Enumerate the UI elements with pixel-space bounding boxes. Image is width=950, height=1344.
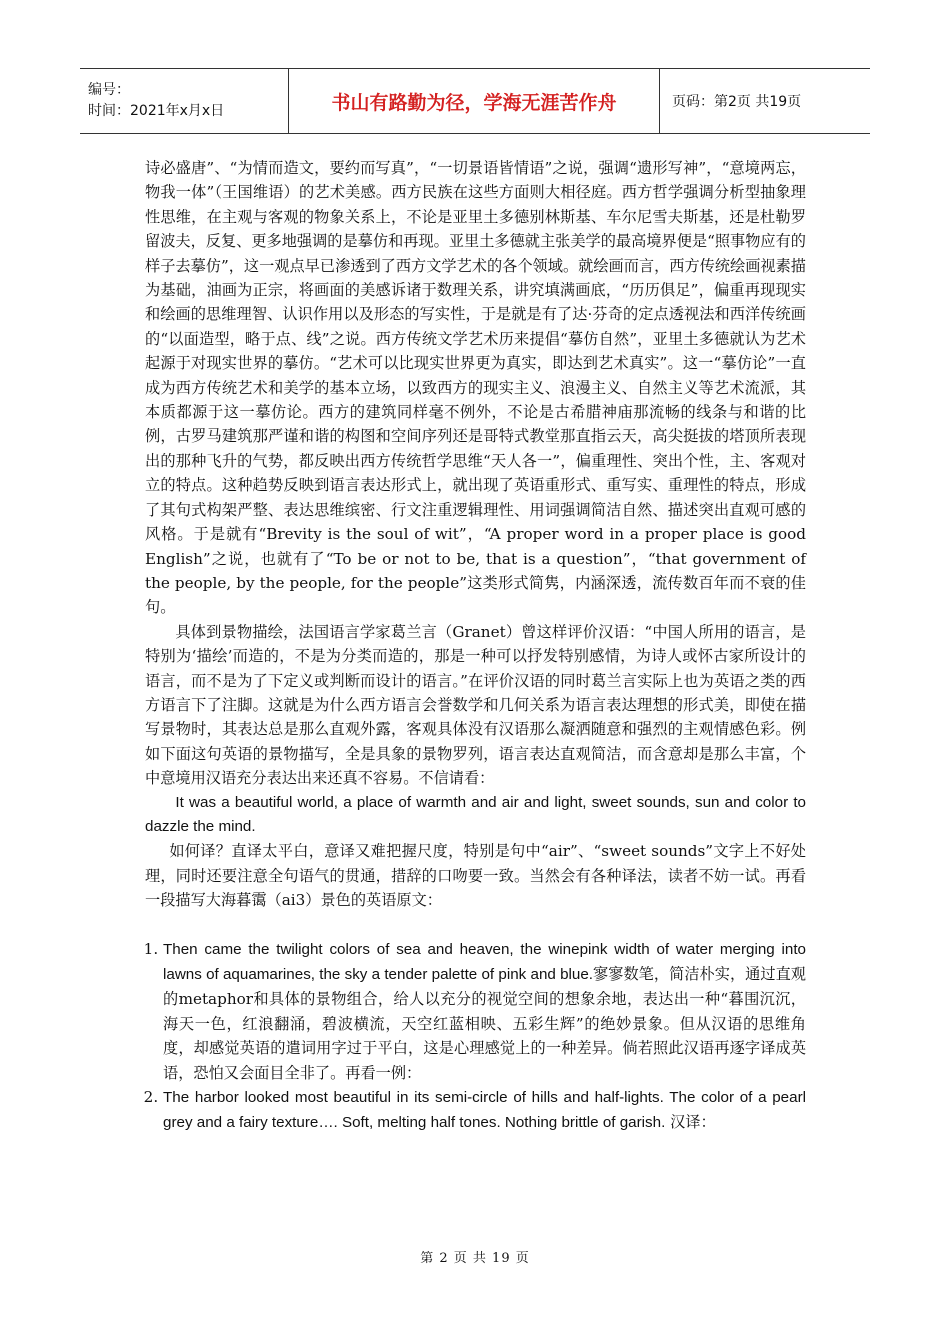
paragraph-4: 如何译？直译太平白，意译又难把握尺度，特别是句中“air”、“sweet sounds”文字上不好处理，同时还要注意全句语气的贯通，措辞的口吻要一致。当然会有各种译法，读者不妨一试。再看一段描写大海暮霭（ai3）景色的英语原文：: [145, 842, 806, 910]
paragraph-1: 诗必盛唐”、“为情而造文，要约而写真”，“一切景语皆情语”之说，强调“遗形写神”，“意境两忘，物我一体”（王国维语）的艺术美感。西方民族在这些方面则大相径庭。西方哲学强调分析型抽象理性思维，在主观与客观的物象关系上，不论是亚里土多德别林斯基、车尔尼雪夫斯基，还是杜勒罗留波夫，反复、更多地强调的是摹仿和再现。亚里土多德就主张美学的最高境界便是“照事物应有的样子去摹仿”，这一观点早已渗透到了西方文学艺术的各个领域。就绘画而言，西方传统绘画视素描为基础，油画为正宗，将画面的美感诉诸于数理关系，讲究填满画底，“历历俱足”，偏重再现现实和绘画的思维理智、认识作用以及形态的写实性，于是就是有了达·芬奇的定点透视法和西洋传统画的“以面造型，略于点、线”之说。西方传统文学艺术历来提倡“摹仿自然”，亚里土多德就认为艺术起源于对现实世界的摹仿。“艺术可以比现实世界更为真实，即达到艺术真实”。这一“摹仿论”一直成为西方传统艺术和美学的基本立场，以致西方的现实主义、浪漫主义、自然主义等艺术流派，其本质都源于这一摹仿论。西方的建筑同样毫不例外，不论是古希腊神庙那流畅的线条与和谐的比例，古罗马建筑那严谨和谐的构图和空间序列还是哥特式教堂那直指云天，高尖挺拔的塔顶所表现出的那种飞升的气势，都反映出西方传统哲学思维“天人各一”，偏重理性、突出个性，主、客观对立的特点。这种趋势反映到语言表达形式上，就出现了英语重形式、重写实、重理性的特点，形成了其句式构架严整、表达思维缤密、行文注重逻辑理性、用词强调简洁自然、描述突出直观可感的风格。于是就有“Brevity is the soul of wit”，“A proper word in a proper place is good English”之说，也就有了“To be or not to be, that is a question”，“that government of the people, by the people, for the people”这类形式简隽，内涵深透，流传数百年而不衰的佳句。: [145, 159, 806, 617]
page-footer: [0, 1247, 950, 1266]
list-item-1-english: Then came the twilight colors of sea and heaven, the winepink width of water merging into lawns of aquamarines, the sky a tender palette of pink and blue.: [163, 940, 806, 983]
header-date: 时间：2021年x月x日: [88, 103, 225, 119]
header-page-label: 页码：第2页 共19页: [672, 94, 802, 110]
header-number: 编号：: [88, 82, 130, 98]
spacer: [145, 913, 806, 937]
header-page: [660, 69, 870, 133]
paragraph-2: 具体到景物描绘，法国语言学家葛兰言（Granet）曾这样评价汉语：“中国人所用的语言，是特别为‘描绘’而造的，不是为分类而造的，那是一种可以抒发特别感情，为诗人或怀古家所设计的语言，而不是为了下定义或判断而设计的语言。”在评价汉语的同时葛兰言实际上也为英语之类的西方语言下了注脚。这就是为什么西方语言会誉数学和几何关系为语言表达理想的形式美，即使在描写景物时，其表达总是那么直观外露，客观具体没有汉语那么凝洒随意和强烈的主观情感色彩。例如下面这句英语的景物描写，全是具象的景物罗列，语言表达直观简洁，而含意却是那么丰富，个中意境用汉语充分表达出来还真不容易。不信请看：: [145, 622, 806, 788]
header-meta: [80, 69, 288, 133]
list-item: [163, 1085, 806, 1136]
header-motto: [288, 69, 660, 133]
list-item-2-chinese: 汉译：: [670, 1113, 716, 1132]
page-header: [80, 68, 870, 134]
example-list: [145, 937, 806, 1136]
list-item: [163, 937, 806, 1085]
motto-text: 书山有路勤为径，学海无涯苦作舟: [331, 91, 617, 114]
list-item-1-chinese: 寥寥数笔，简洁朴实，通过直观的metaphor和具体的景物组合，给人以充分的视觉空间的想象余地，表达出一种“暮围沉沉，海天一色，红浪翻涌，碧波横流，天空红蓝相映、五彩生辉”的绝妙景象。但从汉语的思维角度，却感觉英语的遣词用字过于平白，这是心理感觉上的一种差异。倘若照此汉语再逐字译成英语，恐怕又会面目全非了。再看一例：: [163, 965, 806, 1082]
footer-page-number: 第 2 页 共 19 页: [420, 1251, 530, 1266]
list-item-2-english: The harbor looked most beautiful in its semi-circle of hills and half-lights. The color of a pearl grey and a fairy texture…. Soft, melting half tones. Nothing brittle of garish.: [163, 1089, 806, 1132]
paragraph-3-english-quote: It was a beautiful world, a place of warmth and air and light, sweet sounds, sun and color to dazzle the mind.: [145, 793, 806, 835]
document-body: [145, 156, 806, 1136]
